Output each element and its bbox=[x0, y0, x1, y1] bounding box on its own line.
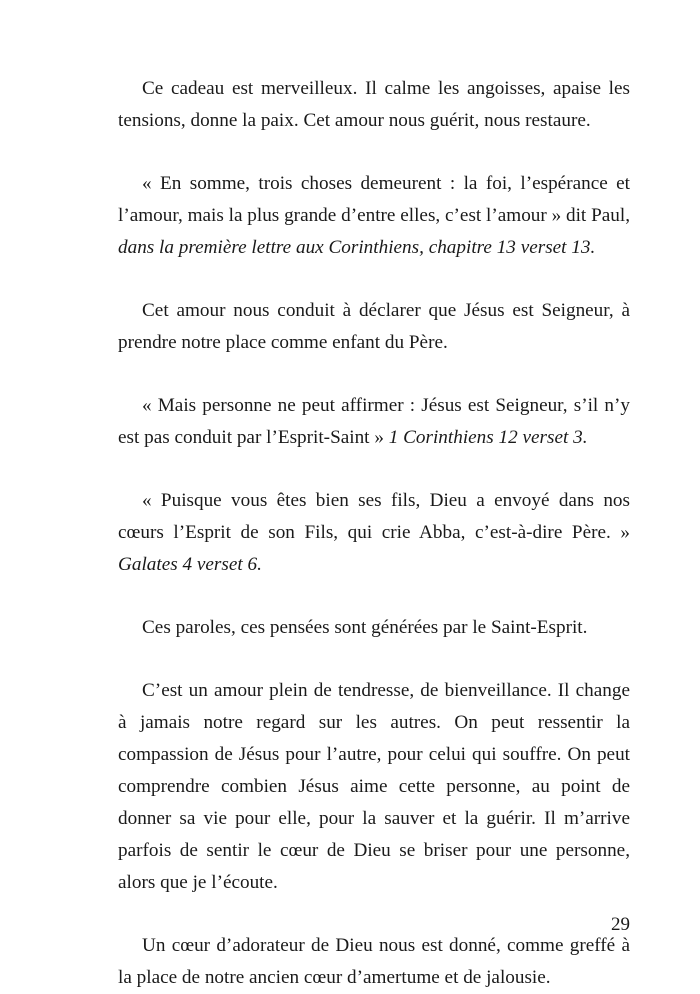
paragraph-text: C’est un amour plein de tendresse, de bienveillance. Il change à jamais notre regard sur les autres. On peut ressentir la compassion de Jésus pour l’autre, pour celui qui souffre. On peut comprendre combien Jésus aime cette personne, au point de donner sa vie pour elle, pour la sauver et la guérir. Il m’arrive parfois de sentir le cœur de Dieu se briser pour une personne, alors que je l’écoute. bbox=[118, 680, 630, 893]
paragraph-text: Un cœur d’adorateur de Dieu nous est donné, comme greffé à la place de notre ancien cœur d’amertume et de jalousie. bbox=[118, 935, 630, 988]
paragraph-text: Ce cadeau est merveilleux. Il calme les angoisses, apaise les tensions, donne la paix. Cet amour nous guérit, nous restaure. bbox=[118, 78, 630, 131]
paragraph-holy-spirit-quote bbox=[118, 390, 630, 454]
bible-reference: Galates 4 verset 6. bbox=[118, 554, 262, 575]
page-number: 29 bbox=[611, 914, 630, 935]
paragraph-text: « Puisque vous êtes bien ses fils, Dieu a envoyé dans nos cœurs l’Esprit de son Fils, qui crie Abba, c’est-à-dire Père. » bbox=[118, 490, 630, 543]
paragraph-faith-hope-love bbox=[118, 168, 630, 264]
paragraph-gift bbox=[118, 73, 630, 137]
page-body bbox=[118, 73, 630, 994]
paragraph-words-thoughts bbox=[118, 612, 630, 644]
bible-reference: dans la première lettre aux Corinthiens, chapitre 13 verset 13. bbox=[118, 237, 596, 258]
paragraph-jesus-lord bbox=[118, 295, 630, 359]
paragraph-worshipper-heart bbox=[118, 930, 630, 994]
paragraph-text: « En somme, trois choses demeurent : la foi, l’espérance et l’amour, mais la plus grande d’entre elles, c’est l’amour » dit Paul, bbox=[118, 173, 630, 226]
paragraph-text: « Mais personne ne peut affirmer : Jésus est Seigneur, s’il n’y est pas conduit par l’Esprit-Saint » bbox=[118, 395, 630, 448]
paragraph-text: Cet amour nous conduit à déclarer que Jésus est Seigneur, à prendre notre place comme enfant du Père. bbox=[118, 300, 630, 353]
bible-reference: 1 Corinthiens 12 verset 3. bbox=[388, 427, 588, 448]
paragraph-text: Ces paroles, ces pensées sont générées par le Saint-Esprit. bbox=[142, 617, 588, 638]
paragraph-abba-quote bbox=[118, 485, 630, 581]
paragraph-tender-love bbox=[118, 675, 630, 899]
